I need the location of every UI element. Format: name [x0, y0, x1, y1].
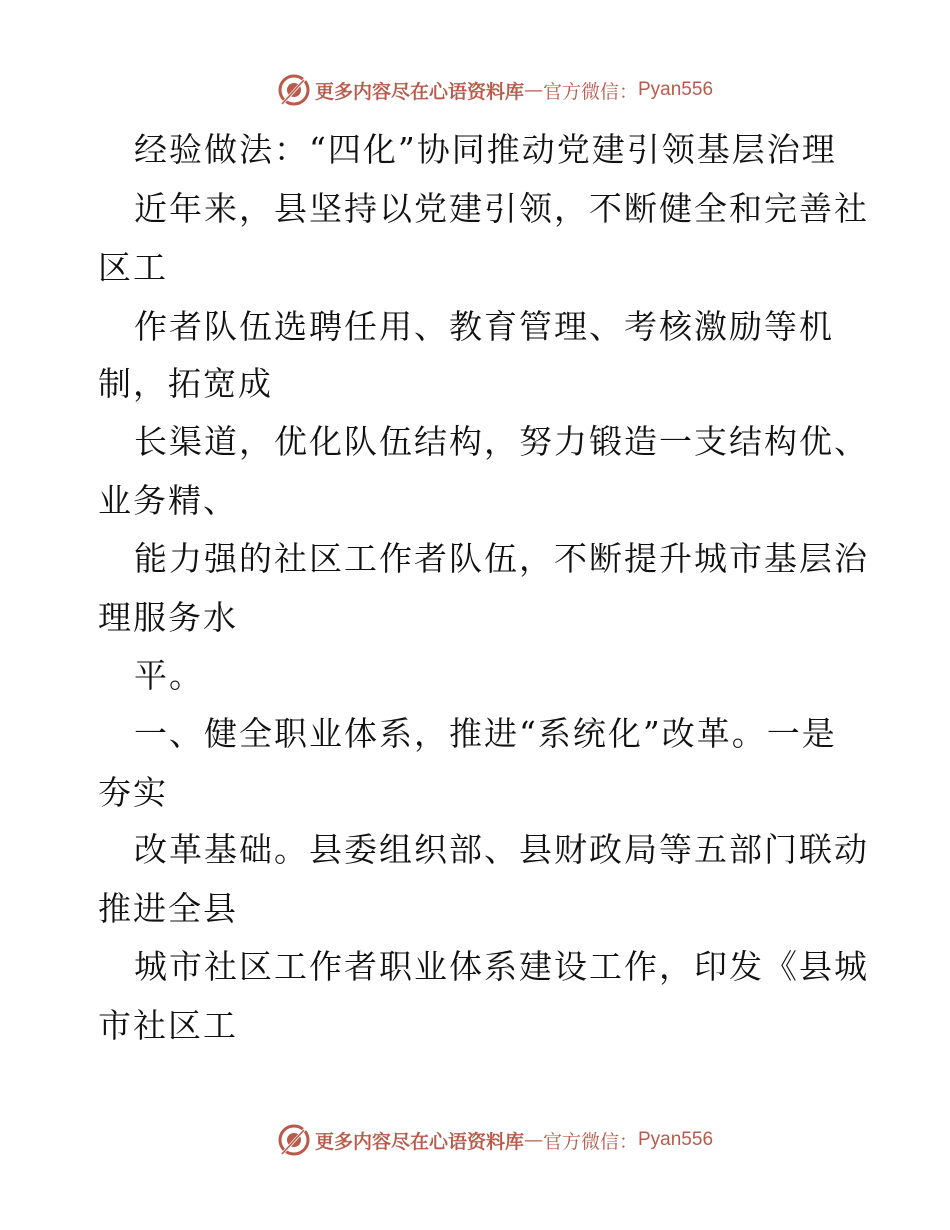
section-heading: 一、健全职业体系，推进“系统化”改革。一是 [134, 714, 837, 753]
text-line: 区工 [98, 248, 168, 287]
watermark-separator: — [523, 79, 543, 101]
text-line: 平。 [134, 656, 204, 695]
text-line: 制，拓宽成 [98, 364, 273, 403]
watermark-site-text: 更多内容尽在心语资料库 [314, 80, 524, 103]
watermark-site-text: 更多内容尽在心语资料库 [314, 1130, 524, 1153]
watermark-separator: — [523, 1129, 543, 1151]
text-line: 推进全县 [98, 889, 238, 928]
watermark-wechat-id: Pyan556 [638, 79, 714, 100]
text-line: 近年来，县坚持以党建引领，不断健全和完善社 [134, 189, 869, 228]
document-title: 经验做法：“四化”协同推动党建引领基层治理 [134, 130, 837, 169]
header-watermark [0, 70, 950, 110]
watermark-wechat-label: 官方微信： [542, 80, 638, 103]
watermark-wechat-label: 官方微信： [542, 1130, 638, 1153]
text-line: 长渠道，优化队伍结构，努力锻造一支结构优、 [134, 422, 869, 461]
pen-logo-icon [277, 1123, 311, 1157]
watermark-wechat-id: Pyan556 [638, 1129, 714, 1150]
text-line: 能力强的社区工作者队伍，不断提升城市基层治 [134, 539, 869, 578]
footer-watermark [0, 1120, 950, 1160]
text-line: 夯实 [98, 773, 168, 812]
text-line: 改革基础。县委组织部、县财政局等五部门联动 [134, 830, 869, 869]
text-line: 市社区工 [98, 1006, 238, 1045]
text-line: 业务精、 [98, 481, 238, 520]
pen-logo-icon [277, 73, 311, 107]
text-line: 作者队伍选聘任用、教育管理、考核激励等机 [134, 307, 834, 346]
text-line: 城市社区工作者职业体系建设工作，印发《县城 [134, 947, 869, 986]
text-line: 理服务水 [98, 598, 238, 637]
